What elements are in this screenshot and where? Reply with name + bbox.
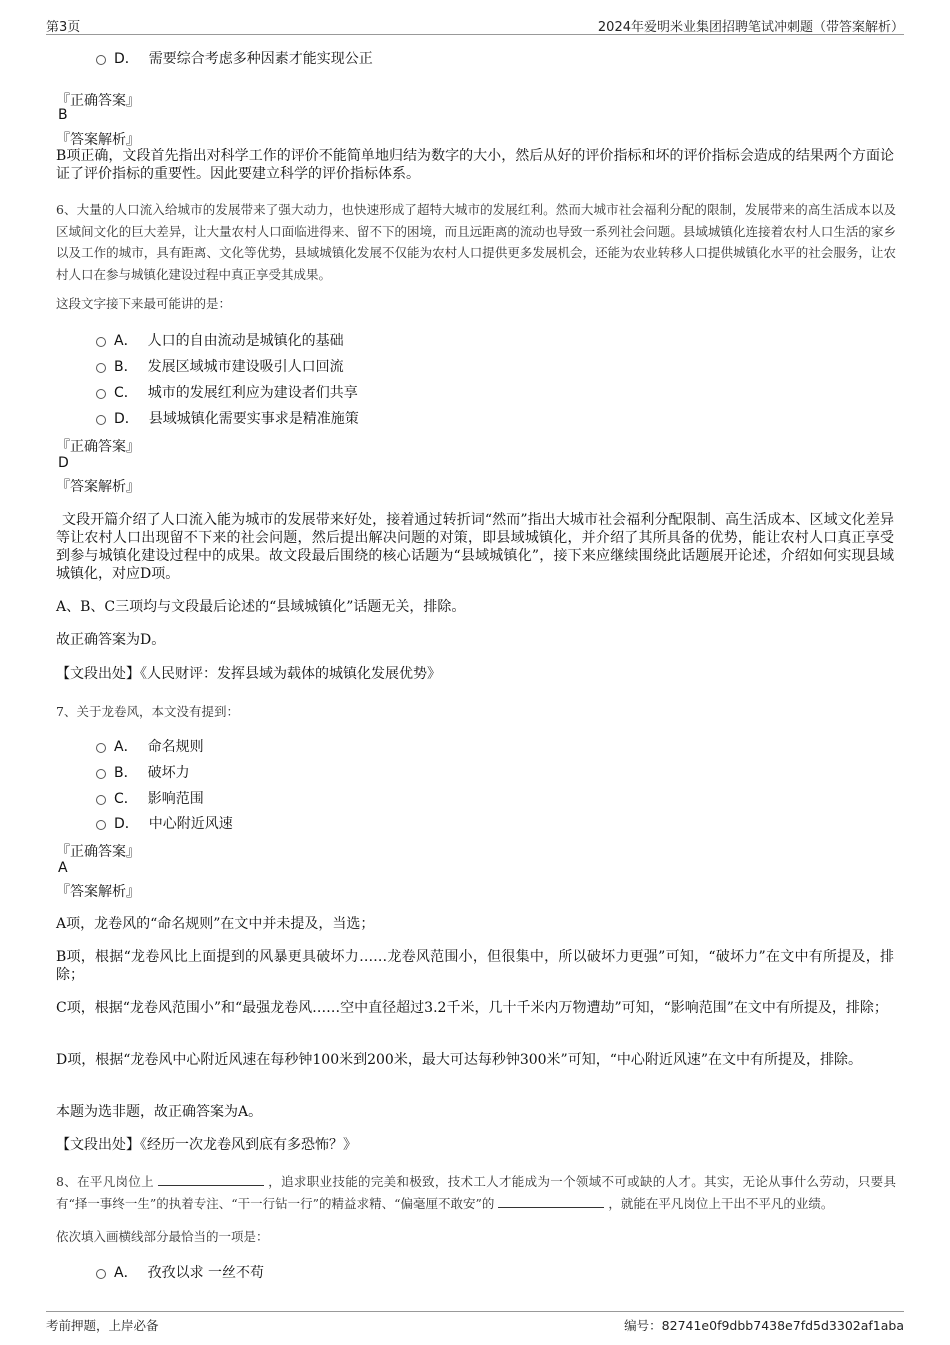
q7-option-a[interactable]: A． 命名规则 — [96, 736, 204, 756]
prev-option-d[interactable]: D． 需要综合考虑多种因素才能实现公正 — [96, 48, 373, 68]
q7-analysis-d: D项，根据“龙卷风中心附近风速在每秒钟100米到200米，最大可达每秒钟300米”可知，“中心附近风速”在文中有所提及，排除。 — [56, 1052, 863, 1068]
q7-analysis-end: 本题为选非题，故正确答案为A。 — [56, 1104, 263, 1120]
q7-option-d[interactable]: D． 中心附近风速 — [96, 813, 233, 833]
document-title: 2024年爱明米业集团招聘笔试冲刺题（带答案解析） — [597, 20, 904, 35]
q6-option-a[interactable]: A． 人口的自由流动是城镇化的基础 — [96, 330, 344, 350]
q6-option-b[interactable]: B． 发展区域城市建设吸引人口回流 — [96, 356, 344, 376]
radio-icon[interactable] — [96, 743, 106, 753]
q8-stem-part-3: ，就能在平凡岗位上干出不平凡的业绩。 — [608, 1195, 834, 1211]
q8-stem — [56, 1171, 896, 1214]
q7-analysis-b: B项，根据“龙卷风比上面提到的风暴更具破坏力……龙卷风范围小，但很集中，所以破坏力更强”可知，“破坏力”在文中有所提及，排除； — [56, 949, 894, 983]
q7-option-c[interactable]: C． 影响范围 — [96, 788, 204, 808]
radio-icon[interactable] — [96, 769, 106, 779]
page-footer — [46, 1311, 904, 1334]
q6-analysis-1: 文段开篇介绍了人口流入能为城市的发展带来好处，接着通过转折词“然而”指出大城市社会福利分配限制、高生活成本、区域文化差异等让农村人口出现留不下来的社会问题，然后提出解决问题的对策，即县域城镇化，并介绍了其所具备的优势，能让农村人口真正享受到参与城镇化建设过程中的成果。故文段最后围绕的核心话题为“县域城镇化”，接下来应继续围绕此话题展开论述，介绍如何实现县域城镇化，对应D项。 — [56, 512, 894, 582]
prev-answer: B — [58, 107, 68, 123]
radio-icon[interactable] — [96, 389, 106, 399]
page-number: 第3页 — [46, 20, 81, 35]
document-id: 编号：82741e0f9dbb7438e7fd5d3302af1aba — [624, 1318, 904, 1333]
q6-stem: 6、大量的人口流入给城市的发展带来了强大动力，也快速形成了超特大城市的发展红利。然而大城市社会福利分配的限制，发展带来的高生活成本以及区域间文化的巨大差异，让大量农村人口面临进得来、留不下的困境，而且远距离的流动也导致一系列社会问题。县域城镇化连接着农村人口生活的家乡以及工作的城市，具有距离、文化等优势，县域城镇化发展不仅能为农村人口提供更多发展机会，还能为农业转移人口提供城镇化水平的社会服务，让农村人口在参与城镇化建设过程中真正享受其成果。 — [56, 202, 896, 282]
q7-analysis-c: C项，根据“龙卷风范围小”和“最强龙卷风……空中直径超过3.2千米，几十千米内万物遭劫”可知，“影响范围”在文中有所提及，排除； — [56, 1000, 888, 1016]
q8-stem-part-1: 8、在平凡岗位上 — [56, 1174, 154, 1189]
prev-analysis-label: 『答案解析』 — [56, 132, 140, 148]
q6-answer: D — [58, 455, 69, 471]
q8-stem-part-2: ，追求职业技能的完美和极致，技术工人才能成为一个领域不可或缺的人才。其实，无论从事什么劳动，只要具有“择一事终一生”的执着专注、“干一行钻一行”的精益求精、“偏毫厘不敢安”的 — [56, 1174, 896, 1211]
q6-analysis-2: A、B、C三项均与文段最后论述的“县域城镇化”话题无关，排除。 — [56, 599, 466, 615]
q6-option-d[interactable]: D． 县域城镇化需要实事求是精准施策 — [96, 408, 359, 428]
radio-icon[interactable] — [96, 415, 106, 425]
radio-icon[interactable] — [96, 1269, 106, 1279]
q8-option-a[interactable]: A． 孜孜以求 一丝不苟 — [96, 1262, 264, 1282]
prev-analysis: B项正确，文段首先指出对科学工作的评价不能简单地归结为数字的大小，然后从好的评价指标和坏的评价指标会造成的结果两个方面论证了评价指标的重要性。因此要建立科学的评价指标体系。 — [56, 148, 894, 182]
page-header — [46, 14, 904, 35]
radio-icon[interactable] — [96, 820, 106, 830]
radio-icon[interactable] — [96, 55, 106, 65]
q6-source: 【文段出处】《人民财评：发挥县域为载体的城镇化发展优势》 — [56, 666, 441, 682]
q6-answer-label: 『正确答案』 — [56, 439, 140, 455]
q7-analysis-a: A项，龙卷风的“命名规则”在文中并未提及，当选； — [56, 916, 375, 932]
prev-answer-label: 『正确答案』 — [56, 93, 140, 109]
radio-icon[interactable] — [96, 363, 106, 373]
q8-prompt: 依次填入画横线部分最恰当的一项是： — [56, 1229, 269, 1244]
q6-option-c[interactable]: C． 城市的发展红利应为建设者们共享 — [96, 382, 358, 402]
q6-prompt: 这段文字接下来最可能讲的是： — [56, 296, 232, 311]
radio-icon[interactable] — [96, 337, 106, 347]
q8-blank-2 — [498, 1195, 604, 1208]
q7-answer: A — [58, 860, 68, 876]
q6-analysis-3: 故正确答案为D。 — [56, 632, 166, 648]
q7-answer-label: 『正确答案』 — [56, 844, 140, 860]
q6-analysis-label: 『答案解析』 — [56, 479, 140, 495]
q7-stem: 7、关于龙卷风，本文没有提到： — [56, 704, 239, 719]
q8-blank-1 — [158, 1173, 264, 1186]
footer-slogan: 考前押题，上岸必备 — [46, 1318, 159, 1333]
q7-source: 【文段出处】《经历一次龙卷风到底有多恐怖？》 — [56, 1137, 357, 1153]
q7-option-b[interactable]: B． 破坏力 — [96, 762, 190, 782]
q7-analysis-label: 『答案解析』 — [56, 884, 140, 900]
radio-icon[interactable] — [96, 795, 106, 805]
